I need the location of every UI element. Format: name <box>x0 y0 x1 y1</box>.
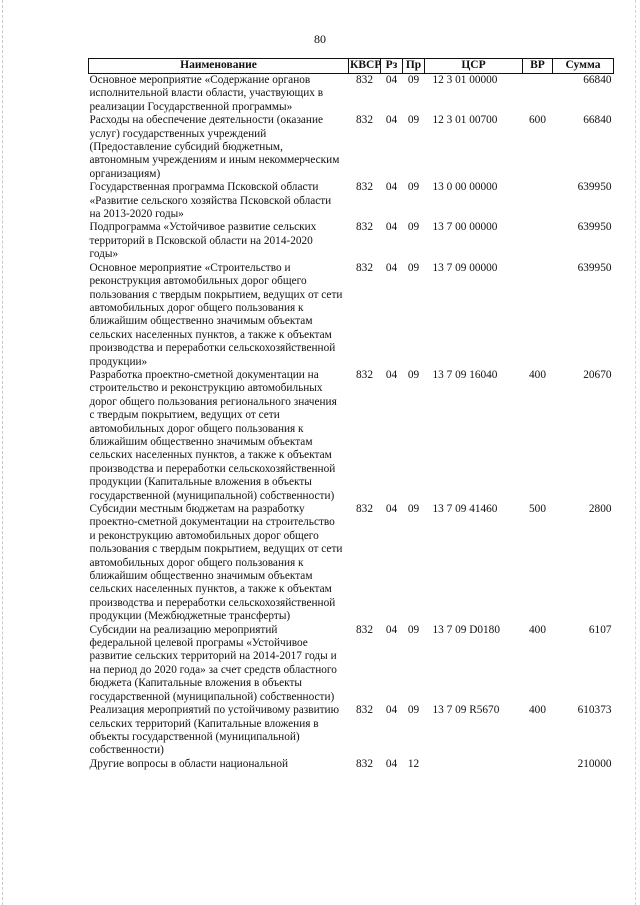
table-header-row <box>89 59 614 74</box>
row-csr: 12 3 01 00700 <box>432 114 498 127</box>
table-row <box>89 704 614 758</box>
row-kvsr: 832 <box>356 368 373 381</box>
row-csr: 13 7 09 41460 <box>432 503 498 515</box>
row-vr: 400 <box>529 368 546 381</box>
table-row <box>89 624 614 704</box>
row-vr <box>523 262 553 369</box>
row-pr: 09 <box>403 74 425 115</box>
row-pr: 09 <box>407 704 420 717</box>
row-kvsr: 832 <box>356 503 373 515</box>
row-vr <box>523 758 553 771</box>
header-pr: Пр <box>403 59 425 74</box>
row-csr: 13 7 09 16040 <box>432 368 498 381</box>
row-kvsr: 832 <box>356 704 373 717</box>
header-vr: ВР <box>523 59 553 74</box>
row-kvsr: 832 <box>356 757 373 770</box>
row-rz: 04 <box>385 368 398 381</box>
row-name: Реализация мероприятий по устойчивому развитию сельских территорий (Капитальные вложения в объекты государственной (муниципальной) собственности) <box>89 704 340 757</box>
row-sum: 610373 <box>577 704 612 717</box>
row-pr: 09 <box>407 221 420 234</box>
row-name: Основное мероприятие «Строительство и реконструкция автомобильных дорог общего пользования с твердым покрытием, ведущих от сети автомобильных дорог общего пользования к ближайшим общественно значимым объектам сельских населенных пунктов, а также к объектам производства и переработки сельскохозяйственной продукции» <box>89 261 343 368</box>
row-pr: 09 <box>407 181 420 194</box>
table-row <box>89 114 614 181</box>
row-name: Субсидии на реализацию мероприятий федеральной целевой програмы «Устойчивое развитие сельских территорий на 2014-2017 годы и на период до 2020 года» за счет средств областного бюджета (Капитальные вложения в объекты государственной (муниципальной) собственности) <box>89 623 337 703</box>
row-csr: 13 0 00 00000 <box>432 181 498 194</box>
row-vr <box>523 74 553 115</box>
row-csr <box>425 758 523 771</box>
header-sum: Сумма <box>553 59 614 74</box>
row-csr: 13 7 09 D0180 <box>432 623 500 636</box>
row-name: Основное мероприятие «Содержание органов исполнительной власти области, участвующих в реализации Государственной программы» <box>89 74 349 115</box>
table-row <box>89 262 614 369</box>
row-vr: 400 <box>529 704 546 717</box>
row-pr: 09 <box>407 114 420 127</box>
row-kvsr: 832 <box>349 74 381 115</box>
row-sum: 210000 <box>577 757 612 770</box>
table-row <box>89 758 614 771</box>
row-pr: 09 <box>407 623 420 636</box>
scan-edge-right <box>635 0 637 905</box>
row-pr: 12 <box>407 757 420 770</box>
row-rz: 04 <box>385 757 398 770</box>
row-vr <box>523 221 553 261</box>
row-kvsr: 832 <box>356 623 373 636</box>
scan-edge-left <box>2 0 4 905</box>
row-vr: 600 <box>529 114 546 127</box>
row-name: Государственная программа Псковской области «Развитие сельского хозяйства Псковской области на 2013-2020 годы» <box>89 181 332 221</box>
row-kvsr: 832 <box>356 221 373 234</box>
row-pr: 09 <box>407 368 420 381</box>
table-row <box>89 221 614 261</box>
row-sum: 639950 <box>577 181 612 194</box>
row-csr: 13 7 09 R5670 <box>432 704 500 717</box>
row-sum: 639950 <box>577 261 612 274</box>
row-rz: 04 <box>385 221 398 234</box>
row-csr: 13 7 09 00000 <box>432 261 498 274</box>
table-row <box>89 181 614 221</box>
row-vr: 500 <box>529 503 546 515</box>
row-vr <box>523 181 553 221</box>
header-kvsr: КВСР <box>349 59 381 74</box>
table-row <box>89 503 614 624</box>
row-rz: 04 <box>385 503 398 515</box>
row-name: Разработка проектно-сметной документации на строительство и реконструкцию автомобильных дорог общего пользования регионального значения с твердым покрытием, ведущих от сети автомобильных дорог общего пользования к ближайшим общественно значимым объектам сельских населенных пунктов, а также к объектам производства и переработки сельскохозяйственной продукции (Капитальные вложения в объекты государственной (муниципальной) собственности) <box>89 368 337 502</box>
row-sum: 66840 <box>583 114 612 127</box>
budget-table <box>88 58 614 771</box>
row-name: Субсидии местным бюджетам на разработку проектно-сметной документации на строительство и реконструкцию автомобильных дорог общего пользования с твердым покрытием, ведущих от сети автомобильных дорог общего пользования к ближайшим общественно значимым объектам сельских населенных пунктов, а также к объектам производства и переработки сельскохозяйственной продукции (Межбюджетные трансферты) <box>89 503 343 623</box>
row-name: Подпрограмма «Устойчивое развитие сельских территорий в Псковской области на 2014-2020 годы» <box>89 221 317 261</box>
table-row <box>89 74 614 115</box>
page-number: 80 <box>314 32 326 46</box>
row-sum: 2800 <box>588 503 612 515</box>
row-sum: 20670 <box>583 368 612 381</box>
row-pr: 09 <box>407 261 420 274</box>
row-csr: 12 3 01 00000 <box>425 74 523 115</box>
header-rz: Рз <box>381 59 403 74</box>
table-row <box>89 369 614 503</box>
row-csr: 13 7 00 00000 <box>432 221 498 234</box>
row-rz: 04 <box>385 704 398 717</box>
row-name: Другие вопросы в области национальной <box>89 757 289 770</box>
row-sum: 639950 <box>577 221 612 234</box>
row-vr: 400 <box>529 623 546 636</box>
row-pr: 09 <box>407 503 420 515</box>
row-rz: 04 <box>385 261 398 274</box>
row-name: Расходы на обеспечение деятельности (оказание услуг) государственных учреждений (Предоставление субсидий бюджетным, автономным учреждениям и иным некоммерческим организациям) <box>89 114 340 180</box>
header-name: Наименование <box>89 59 349 74</box>
row-kvsr: 832 <box>356 114 373 127</box>
row-rz: 04 <box>385 114 398 127</box>
row-sum: 6107 <box>588 623 612 636</box>
row-rz: 04 <box>381 74 403 115</box>
row-kvsr: 832 <box>356 261 373 274</box>
row-kvsr: 832 <box>356 181 373 194</box>
row-sum: 66840 <box>553 74 614 115</box>
row-rz: 04 <box>385 623 398 636</box>
row-rz: 04 <box>385 181 398 194</box>
header-csr: ЦСР <box>425 59 523 74</box>
